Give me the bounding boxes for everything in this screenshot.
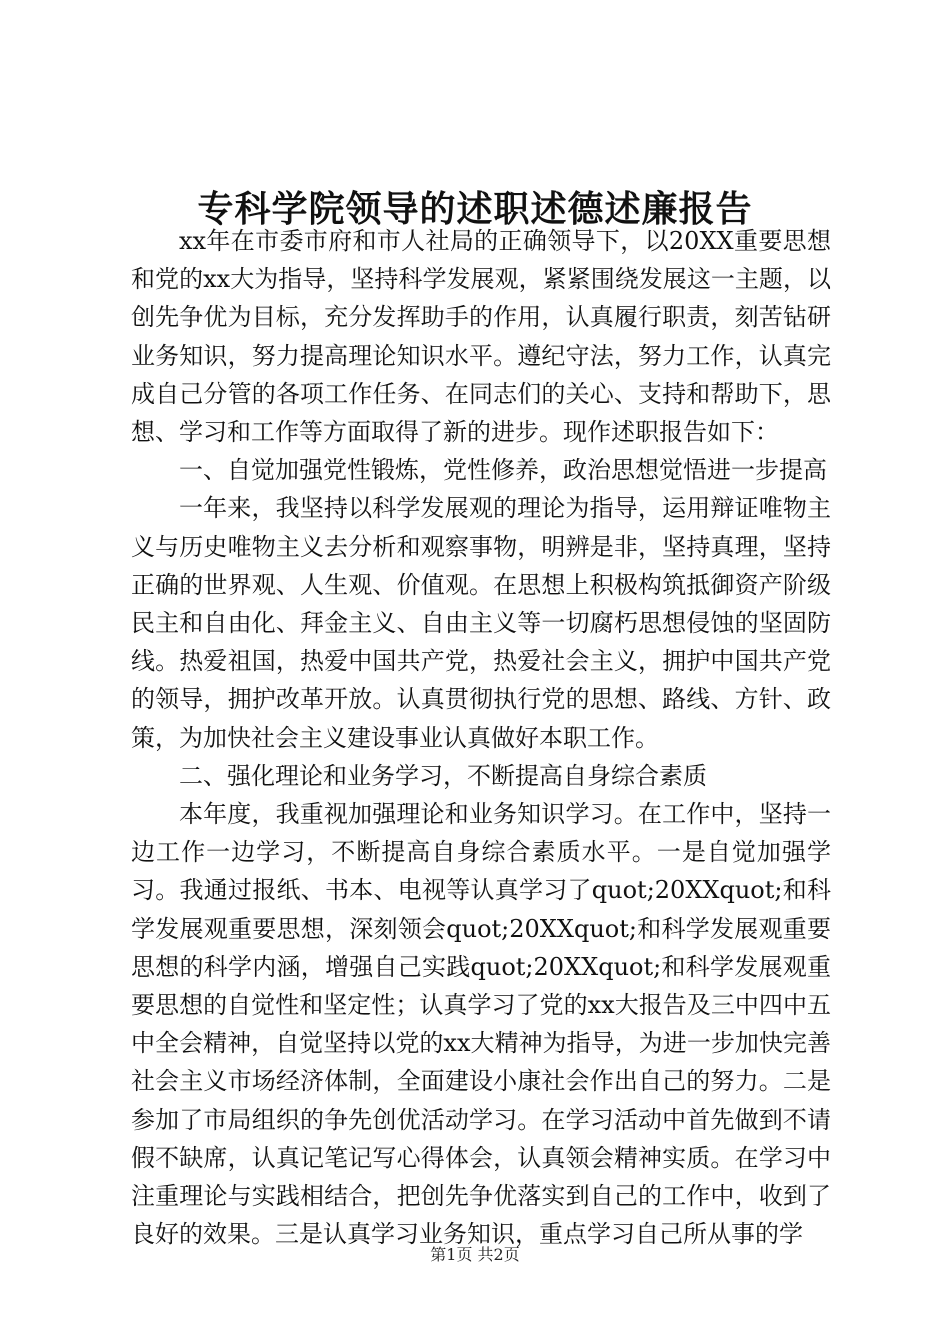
document-title: 专科学院领导的述职述德述廉报告 <box>197 188 753 230</box>
page-number-footer: 第1页 共2页 <box>430 1245 520 1264</box>
section-2-paragraph: 本年度，我重视加强理论和业务知识学习。在工作中，坚持一边工作一边学习，不断提高自身综合素质水平。一是自觉加强学习。我通过报纸、书本、电视等认真学习了quot;20XXquot;和科学发展观重要思想，深刻领会quot;20XXquot;和科学发展观重要思想的科学内涵，增强自己实践quot;20XXquot;和科学发展观重要思想的自觉性和坚定性；认真学习了党的xx大报告及三中四中五中全会精神，自觉坚持以党的xx大精神为指导，为进一步加快完善社会主义市场经济体制，全面建设小康社会作出自己的努力。二是参加了市局组织的争先创优活动学习。在学习活动中首先做到不请假不缺席，认真记笔记写心得体会，认真领会精神实质。在学习中注重理论与实践相结合，把创先争优落实到自己的工作中，收到了良好的效果。三是认真学习业务知识，重点学习自己所从事的学 <box>131 800 831 1249</box>
section-heading-1: 一、自觉加强党性锻炼，党性修养，政治思想觉悟进一步提高 <box>179 456 827 485</box>
section-1-paragraph: 一年来，我坚持以科学发展观的理论为指导，运用辩证唯物主义与历史唯物主义去分析和观察事物，明辨是非，坚持真理，坚持正确的世界观、人生观、价值观。在思想上积极构筑抵御资产阶级民主和自由化、拜金主义、自由主义等一切腐朽思想侵蚀的坚固防线。热爱祖国，热爱中国共产党，热爱社会主义，拥护中国共产党的领导，拥护改革开放。认真贯彻执行党的思想、路线、方针、政策，为加快社会主义建设事业认真做好本职工作。 <box>131 494 831 752</box>
intro-paragraph: xx年在市委市府和市人社局的正确领导下，以20XX重要思想和党的xx大为指导，坚持科学发展观，紧紧围绕发展这一主题，以创先争优为目标，充分发挥助手的作用，认真履行职责，刻苦钻研业务知识，努力提高理论知识水平。遵纪守法，努力工作，认真完成自己分管的各项工作任务、在同志们的关心、支持和帮助下，思想、学习和工作等方面取得了新的进步。现作述职报告如下： <box>131 227 831 447</box>
section-heading-2: 二、强化理论和业务学习，不断提高自身综合素质 <box>179 761 707 790</box>
document-body <box>131 222 831 1253</box>
